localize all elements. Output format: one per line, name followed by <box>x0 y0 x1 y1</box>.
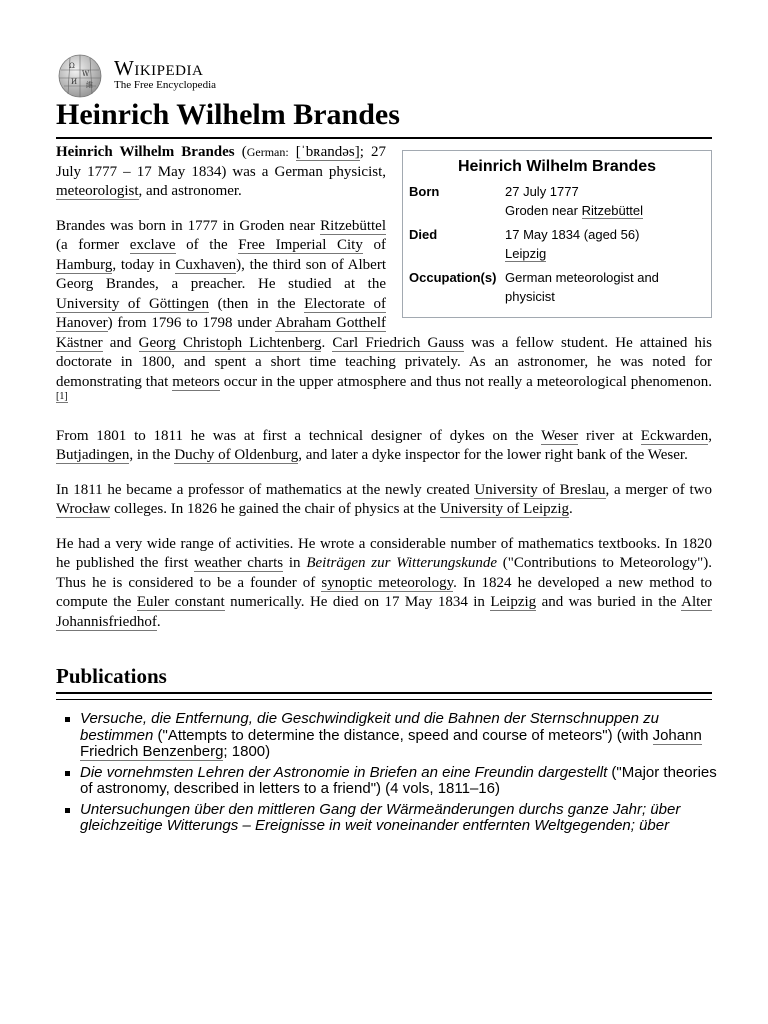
link-wroclaw[interactable]: Wrocław <box>56 501 111 517</box>
globe-glyph: И <box>71 78 78 86</box>
link-university-of-gottingen[interactable]: University of Göttingen <box>56 295 209 312</box>
link-weather-charts[interactable]: weather charts <box>194 555 284 571</box>
link-gauss[interactable]: Carl Friedrich Gauss <box>332 334 465 351</box>
section-heading-publications: Publications <box>56 664 167 688</box>
link-university-of-breslau[interactable]: University of Breslau <box>474 481 606 498</box>
link-butjadingen[interactable]: Butjadingen <box>56 447 130 463</box>
section-divider <box>56 692 712 694</box>
language-label: German: <box>246 145 289 159</box>
wikipedia-tagline: The Free Encyclopedia <box>114 79 217 91</box>
link-meteors[interactable]: meteors <box>172 373 220 390</box>
link-benzenberg[interactable]: Johann Friedrich Benzenberg <box>80 726 702 760</box>
link-kastner[interactable]: Abraham Gotthelf Kästner <box>56 315 386 351</box>
link-electorate-of-hanover[interactable]: Electorate of Hanover <box>56 295 386 331</box>
infobox-title: Heinrich Wilhelm Brandes <box>457 158 657 175</box>
title-divider <box>56 137 712 139</box>
paragraph-activities: He had a very wide range of activities. He wrote a considerable number of mathematics textbooks. In 1820 he published the first weather charts in Beiträgen zur Witterungskunde ("Contributions to Meteorology"). Thus he is considered to be a founder of synoptic meteorology. In 1824 he developed a new method to compute the Euler constant numerically. He died on 17 May 1834 in Leipzig and was buried in the Alter Johannisfriedhof. <box>56 535 713 630</box>
link-lichtenberg[interactable]: Georg Christoph Lichtenberg <box>138 334 322 351</box>
link-ipa[interactable]: [ˈbʀandəs] <box>295 144 360 160</box>
link-alter-johannisfriedhof[interactable]: Alter Johannisfriedhof <box>56 594 712 630</box>
publications-list <box>56 711 720 839</box>
infobox-value: 27 July 1777 <box>505 184 579 199</box>
infobox-label: Died <box>409 227 438 242</box>
publication-title: Untersuchungen über den mittleren Gang der Wärmeänderungen durchs ganze Jahr; über gleichzeitige Witterungs – Ereignisse in weit voneinander entfernten Weltgegenden; über <box>80 800 681 834</box>
wikipedia-globe-icon <box>56 54 104 98</box>
publication-title: Die vornehmsten Lehren der Astronomie in Briefen an eine Freundin dargestellt <box>80 763 608 781</box>
link-ritzebuttel[interactable]: Ritzebüttel <box>320 217 386 234</box>
infobox-label: Occupation(s) <box>409 270 497 285</box>
link-eckwarden[interactable]: Eckwarden <box>640 427 709 444</box>
paragraph-early-life: Brandes was born in 1777 in Groden near Ritzebüttel (a former exclave of the Free Imperial City of Hamburg, today in Cuxhaven), the third son of Albert Georg Brandes, a preacher. He studied at the University of Göttingen (then in the Electorate of Hanover) from 1796 to 1798 under Abraham Gotthelf Kästner and Georg Christoph Lichtenberg. Carl Friedrich Gauss was a fellow student. He attained his doctorate in 1800, and spent a short time teaching privately. As an astronomer, he was noted for demonstrating that meteors occur in the upper atmosphere and thus not really a meteorological phenomenon.[1] <box>56 217 713 402</box>
paragraph-dykes: From 1801 to 1811 he was at first a technical designer of dykes on the Weser river at Eckwarden, Butjadingen, in the Duchy of Oldenburg, and later a dyke inspector for the lower right bank of the Weser. <box>56 427 713 463</box>
reference-link[interactable]: [1] <box>56 391 68 402</box>
globe-glyph: W <box>82 70 90 78</box>
link-duchy-of-oldenburg[interactable]: Duchy of Oldenburg <box>174 447 299 463</box>
work-title: Beiträgen zur Witterungskunde <box>306 555 498 571</box>
link-leipzig[interactable]: Leipzig <box>490 594 537 610</box>
link-weser[interactable]: Weser <box>541 427 579 444</box>
infobox-row-born <box>409 182 705 220</box>
list-item: Versuche, die Entfernung, die Geschwindigkeit und die Bahnen der Sternschnuppen zu bestimmen ("Attempts to determine the distance, speed and course of meteors") (with Johann Friedrich Benzenberg; 1800) <box>80 711 720 761</box>
infobox-row-died <box>409 225 705 263</box>
publication-title: Versuche, die Entfernung, die Geschwindigkeit und die Bahnen der Sternschnuppen zu bestimmen <box>80 710 659 744</box>
page-title: Heinrich Wilhelm Brandes <box>56 98 400 131</box>
link-exclave[interactable]: exclave <box>129 237 176 253</box>
link-university-of-leipzig[interactable]: University of Leipzig <box>439 501 569 517</box>
link-euler-constant[interactable]: Euler constant <box>136 594 225 610</box>
subject-name: Heinrich Wilhelm Brandes <box>56 144 235 160</box>
infobox-value: 17 May 1834 (aged 56) <box>505 227 640 242</box>
section-divider <box>56 699 712 700</box>
infobox <box>402 150 712 318</box>
article-body <box>56 143 712 647</box>
list-item <box>80 802 720 835</box>
link-ritzebuttel[interactable]: Ritzebüttel <box>581 203 644 218</box>
link-synoptic-meteorology[interactable]: synoptic meteorology <box>321 574 454 591</box>
link-hamburg[interactable]: Hamburg <box>56 256 113 273</box>
paragraph-professor: In 1811 he became a professor of mathematics at the newly created University of Breslau, a merger of two Wrocław colleges. In 1826 he gained the chair of physics at the University of Leipzig. <box>56 481 713 517</box>
list-item: Die vornehmsten Lehren der Astronomie in Briefen an eine Freundin dargestellt ("Major theories of astronomy, described in letters to a friend") (4 vols, 1811–16) <box>80 765 720 798</box>
infobox-value: Groden near <box>505 203 582 218</box>
globe-glyph: Ω <box>69 62 75 70</box>
link-cuxhaven[interactable]: Cuxhaven <box>175 256 237 273</box>
wikipedia-wordmark: Wikipedia <box>114 56 204 80</box>
link-leipzig[interactable]: Leipzig <box>505 246 547 261</box>
globe-glyph: 維 <box>86 81 93 89</box>
link-meteorologist[interactable]: meteorologist <box>56 183 139 199</box>
infobox-row-occupation <box>409 268 705 306</box>
wikipedia-logo[interactable] <box>56 54 256 98</box>
paragraph-intro: Heinrich Wilhelm Brandes (German: [ˈbʀandəs]; 27 July 1777 – 17 May 1834) was a German physicist, meteorologist, and astronomer. <box>56 144 386 199</box>
link-free-imperial-city[interactable]: Free Imperial City <box>238 237 363 253</box>
infobox-label: Born <box>409 184 440 199</box>
infobox-value: German meteorologist and physicist <box>505 270 659 304</box>
